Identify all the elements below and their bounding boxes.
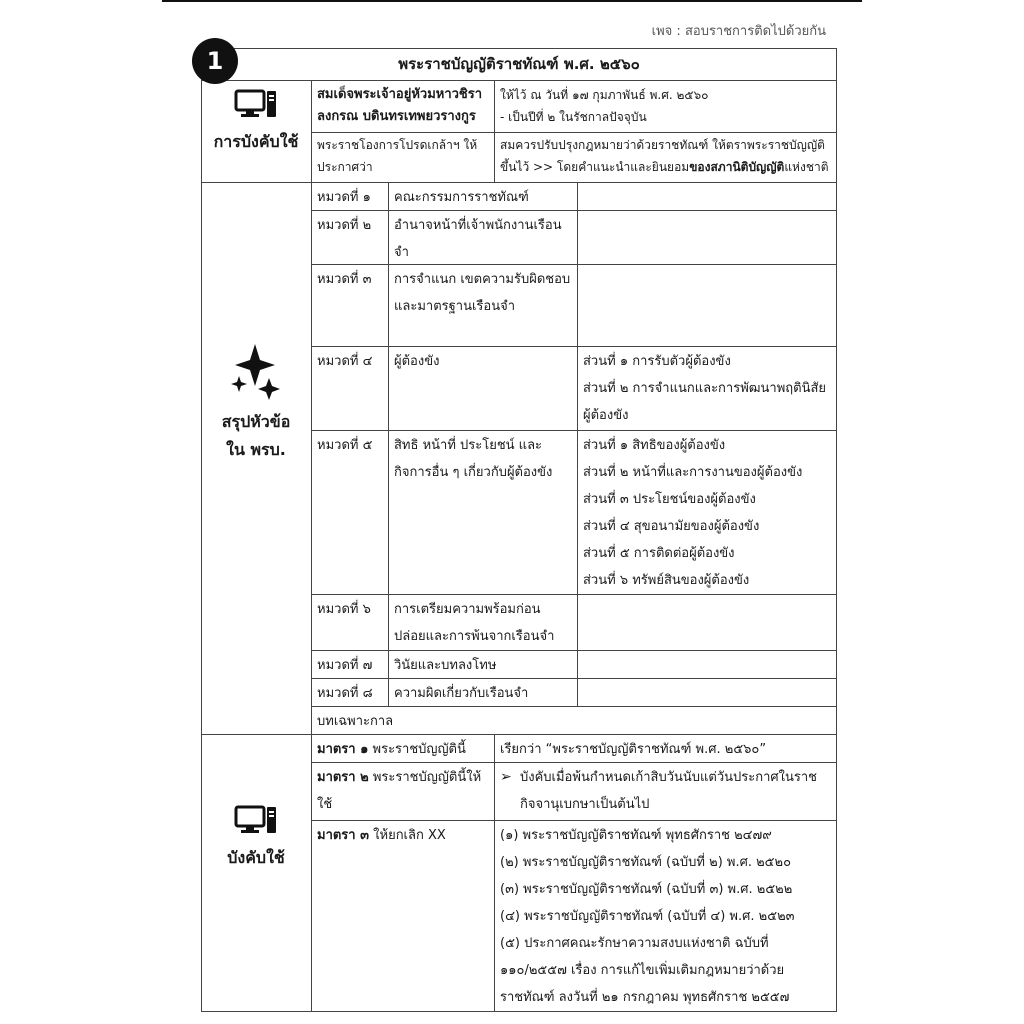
proclamation-text: พระราชโองการโปรดเกล้าฯ ให้ประกาศว่า	[317, 138, 478, 174]
chapter-number: หมวดที่ ๗	[317, 658, 373, 673]
page-source-note: เพจ : สอบราชการติดไปด้วยกัน	[651, 24, 826, 39]
computer-icon	[234, 88, 278, 120]
law-summary-table	[201, 48, 837, 1012]
summary-side	[201, 342, 311, 492]
section-2-value	[494, 762, 837, 820]
enforcement-side	[201, 88, 311, 182]
part-item: ส่วนที่ ๑ การรับตัวผู้ต้องขัง	[583, 354, 731, 369]
chapter-name: สิทธิ หน้าที่ ประโยชน์ และกิจการอื่น ๆ เกี่ยวกับผู้ต้องขัง	[394, 438, 553, 480]
reign-year-line: - เป็นปีที่ ๒ ในรัชกาลปัจจุบัน	[500, 110, 647, 124]
enforcement-label: การบังคับใช้	[213, 132, 299, 151]
sparkles-icon	[229, 342, 283, 402]
computer-icon	[234, 804, 278, 836]
repealed-act: (๓) พระราชบัญญัติราชทัณฑ์ (ฉบับที่ ๓) พ.ศ. ๒๕๒๒	[500, 882, 793, 897]
chapter-name: การเตรียมความพร้อมก่อนปล่อยและการพ้นจากเรือนจำ	[394, 602, 555, 644]
repealed-act: (๒) พระราชบัญญัติราชทัณฑ์ (ฉบับที่ ๒) พ.ศ. ๒๕๒๐	[500, 855, 792, 870]
repealed-acts-list	[494, 820, 837, 1012]
summary-label-line1: สรุปหัวข้อ	[221, 412, 291, 431]
chapter-number: หมวดที่ ๖	[317, 602, 371, 617]
arrow-bullet-icon: ➢	[500, 769, 512, 785]
chapter-number: หมวดที่ ๑	[317, 190, 371, 205]
given-date-line: ให้ไว้ ณ วันที่ ๑๗ กุมภาพันธ์ พ.ศ. ๒๕๖๐	[500, 88, 709, 102]
top-rule	[162, 0, 862, 2]
section-number: มาตรา ๓	[317, 828, 370, 843]
repealed-act: (๕) ประกาศคณะรักษาความสงบแห่งชาติ ฉบับที่ ๑๑๐/๒๕๕๗ เรื่อง การแก้ไขเพิ่มเติมกฎหมายว่าด้วยราชทัณฑ์ ลงวันที่ ๒๑ กรกฎาคม พุทธศักราช ๒๕๕๗	[500, 936, 790, 1005]
enactment-reason	[494, 132, 837, 182]
chapter-number: หมวดที่ ๘	[317, 686, 373, 701]
section-1-value: เรียกว่า “พระราชบัญญัติราชทัณฑ์ พ.ศ. ๒๕๖๐”	[500, 742, 767, 757]
chapter-name: ผู้ต้องขัง	[394, 354, 440, 369]
part-item: ส่วนที่ ๒ การจำแนกและการพัฒนาพฤตินิสัยผู้ต้องขัง	[583, 381, 827, 423]
section-number: มาตรา ๒	[317, 770, 369, 785]
reason-text: สมควรปรับปรุงกฎหมายว่าด้วยราชทัณฑ์ ให้ตราพระราชบัญญัติขึ้นไว้ >> โดยคำแนะนำและยินยอม	[500, 138, 825, 174]
part-item: ส่วนที่ ๖ ทรัพย์สินของผู้ต้องขัง	[583, 573, 750, 588]
section-subject: พระราชบัญญัตินี้ให้ใช้	[317, 770, 482, 812]
section-1-label	[311, 734, 494, 762]
chapter-name: การจำแนก เขตความรับผิดชอบ และมาตรฐานเรือนจำ	[394, 272, 571, 314]
chapter-number: หมวดที่ ๒	[317, 218, 372, 233]
section-3-label	[311, 820, 494, 850]
chapter-number: หมวดที่ ๓	[317, 272, 372, 287]
section-2-text: บังคับเมื่อพ้นกำหนดเก้าสิบวันนับแต่วันประกาศในราชกิจจานุเบกษาเป็นต้นไป	[520, 770, 818, 812]
part-item: ส่วนที่ ๑ สิทธิของผู้ต้องขัง	[583, 438, 726, 453]
summary-label-line2: ใน พรบ.	[226, 440, 286, 459]
chapter-name: วินัยและบทลงโทษ	[394, 658, 497, 673]
apply-label: บังคับใช้	[227, 848, 285, 867]
given-date	[494, 80, 837, 132]
reason-end-text: แห่งชาติ	[784, 160, 829, 174]
reason-bold-text: ของสภานิติบัญญัติ	[689, 160, 785, 174]
chapter-number: หมวดที่ ๔	[317, 354, 373, 369]
section-number-badge: 1	[192, 38, 238, 84]
chapter-number: หมวดที่ ๕	[317, 438, 373, 453]
chapter-name: ความผิดเกี่ยวกับเรือนจำ	[394, 686, 529, 701]
chapter-parts	[577, 346, 837, 430]
section-number: มาตรา ๑	[317, 742, 369, 757]
part-item: ส่วนที่ ๕ การติดต่อผู้ต้องขัง	[583, 546, 735, 561]
part-item: ส่วนที่ ๓ ประโยชน์ของผู้ต้องขัง	[583, 492, 756, 507]
king-name: สมเด็จพระเจ้าอยู่หัวมหาวชิราลงกรณ บดินทรเทพยวรางกูร	[317, 87, 483, 124]
chapter-name: คณะกรรมการราชทัณฑ์	[394, 190, 529, 205]
chapter-parts	[577, 430, 837, 594]
section-2-label	[311, 762, 494, 820]
part-item: ส่วนที่ ๔ สุขอนามัยของผู้ต้องขัง	[583, 519, 760, 534]
chapter-name: อำนาจหน้าที่เจ้าพนักงานเรือนจำ	[394, 218, 562, 260]
repealed-act: (๑) พระราชบัญญัติราชทัณฑ์ พุทธศักราช ๒๔๗๙	[500, 828, 772, 843]
apply-side	[201, 804, 311, 894]
document-title: พระราชบัญญัติราชทัณฑ์ พ.ศ. ๒๕๖๐	[398, 55, 640, 73]
part-item: ส่วนที่ ๒ หน้าที่และการงานของผู้ต้องขัง	[583, 465, 803, 480]
transitory-provisions: บทเฉพาะกาล	[317, 714, 394, 729]
section-subject: พระราชบัญญัตินี้	[372, 742, 466, 757]
section-subject: ให้ยกเลิก XX	[373, 828, 446, 843]
repealed-act: (๔) พระราชบัญญัติราชทัณฑ์ (ฉบับที่ ๔) พ.ศ. ๒๕๒๓	[500, 909, 795, 924]
